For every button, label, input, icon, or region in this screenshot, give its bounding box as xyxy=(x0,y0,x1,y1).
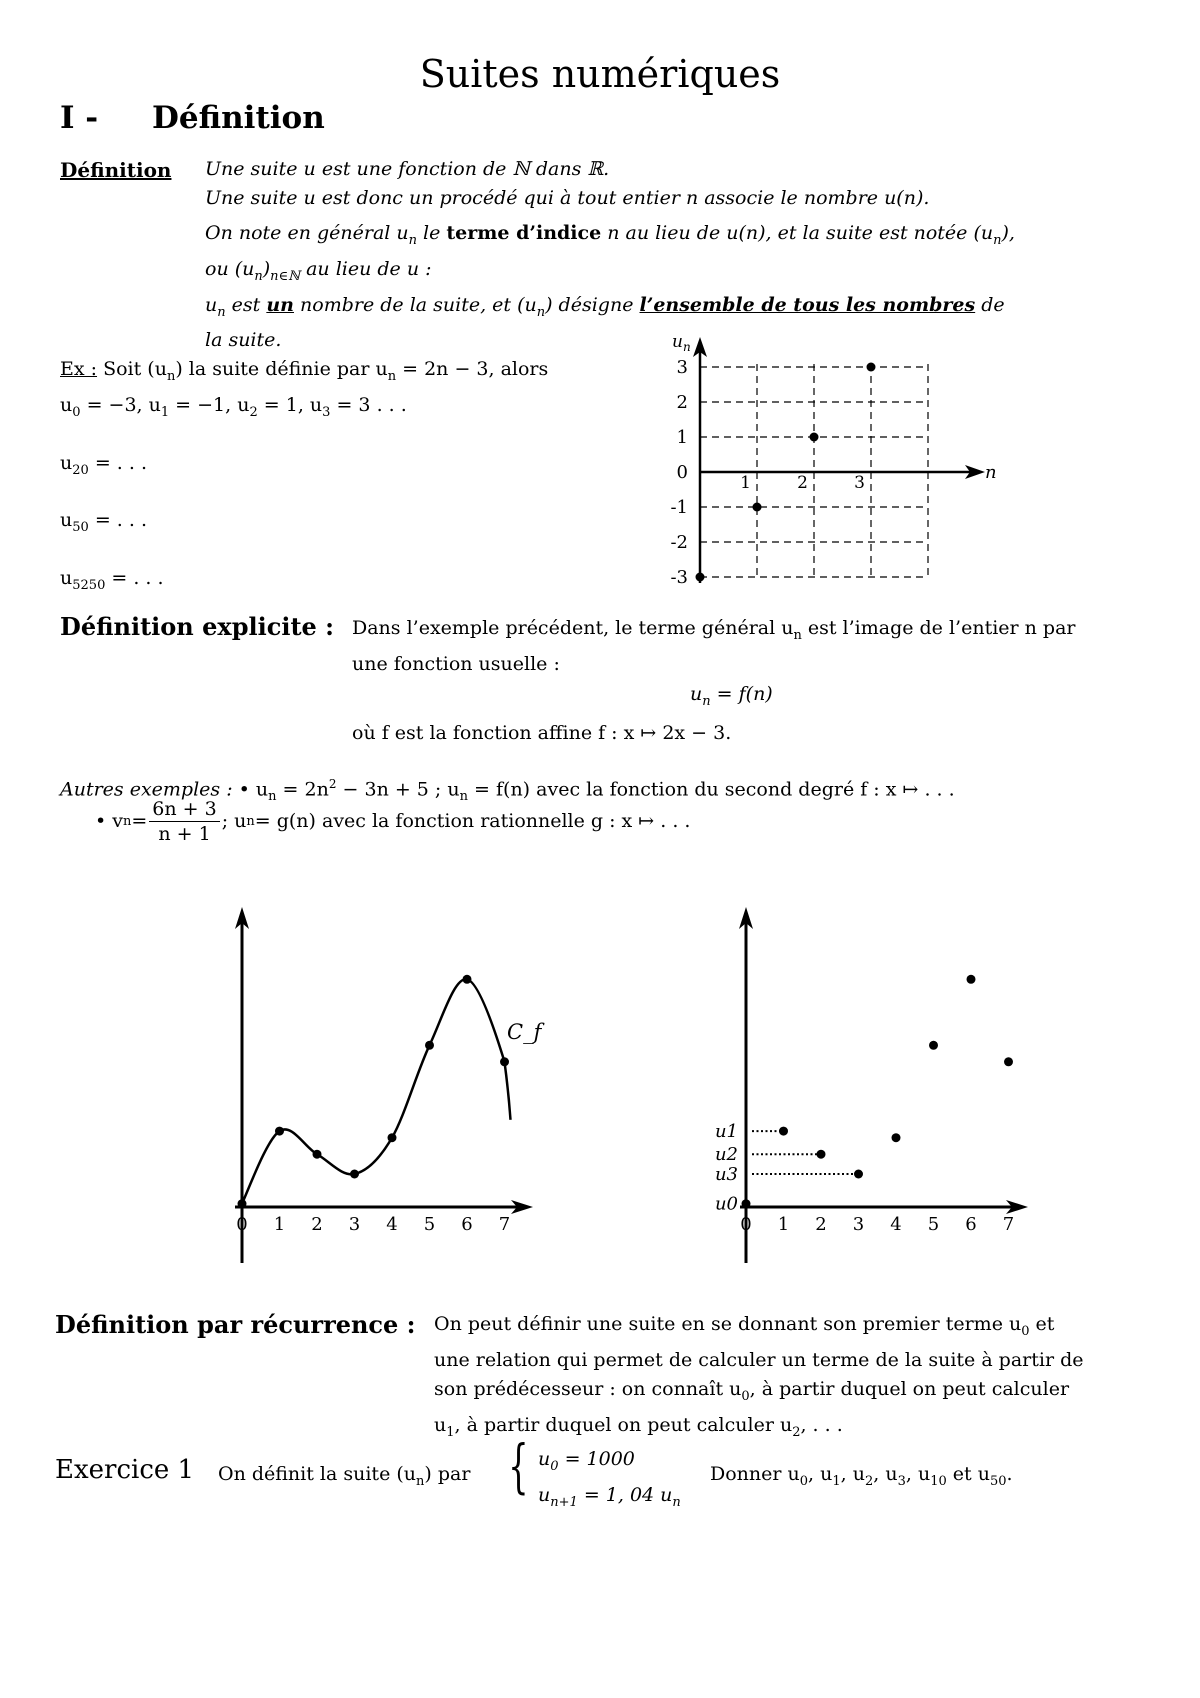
x-tick-label: 4 xyxy=(386,1214,398,1235)
x-tick-label: 3 xyxy=(348,1214,361,1235)
example-line-2: $u_0 = -3$, $u_1 = -1$, $u_2 = 1$, $u_3 = 3$ . . . xyxy=(60,393,407,420)
example-question-u50: $u_{50}$ = . . . xyxy=(60,509,147,536)
x-axis-label: n xyxy=(985,462,997,483)
x-tick-label: 4 xyxy=(890,1214,902,1235)
function-curve-chart xyxy=(215,905,545,1265)
x-tick-label: 2 xyxy=(815,1214,827,1235)
data-point xyxy=(696,573,705,582)
exercise-system-line-2: $u_{n+1} = 1$, 04 $u_n$ xyxy=(538,1483,681,1510)
curve-point xyxy=(425,1041,434,1050)
y-axis-label: $u_n$ xyxy=(672,332,691,354)
exercise-system xyxy=(538,1445,681,1517)
sequence-grid-chart xyxy=(660,332,997,605)
explicit-line-1: Dans l’exemple précédent, le terme général $u_n$ est l’image de l’entier n par xyxy=(352,617,1076,643)
y-tick-label: 0 xyxy=(676,462,688,483)
x-tick-label: 2 xyxy=(311,1214,323,1235)
other-example-1: Autres exemples : • $u_n = 2n^2 - 3n + 5$ ; $u_n = f(n)$ avec la fonction du second degré f : x ↦ . . . xyxy=(60,777,955,805)
recurrence-heading: Définition par récurrence : xyxy=(55,1310,416,1339)
y-tick-label: -3 xyxy=(670,567,688,588)
definition-line-2: Une suite u est donc un procédé qui à tout entier n associe le nombre u(n). xyxy=(205,187,930,209)
y-tick-label: 1 xyxy=(676,427,688,448)
example-block xyxy=(60,355,548,600)
exercise-intro: On définit la suite $(u_n)$ par xyxy=(218,1463,471,1489)
recurrence-line-3: son prédécesseur : on connaît $u_0$, à partir duquel on peut calculer xyxy=(434,1377,1070,1404)
page-title: Suites numériques xyxy=(419,52,781,96)
x-tick-label: 0 xyxy=(236,1214,248,1235)
x-tick-label: 3 xyxy=(852,1214,865,1235)
section-heading xyxy=(60,100,325,136)
example-question-u5250: $u_{5250}$ = . . . xyxy=(60,567,164,593)
x-tick-label: 6 xyxy=(965,1214,977,1235)
x-tick-label: 5 xyxy=(423,1214,436,1235)
x-tick-label: 5 xyxy=(927,1214,940,1235)
fraction: $\frac{6n + 3}{n + 1}$ xyxy=(149,797,219,846)
x-tick-label: 1 xyxy=(740,473,751,493)
y-tick-label: -1 xyxy=(670,497,688,518)
x-tick-label: 1 xyxy=(777,1214,790,1235)
x-tick-label: 0 xyxy=(740,1214,752,1235)
sequence-point xyxy=(779,1127,788,1136)
y-tick-label: 2 xyxy=(676,392,688,413)
sequence-points-chart xyxy=(700,905,1040,1265)
sequence-point xyxy=(1004,1057,1013,1066)
definition-body xyxy=(205,155,1015,355)
y-point-label: u1 xyxy=(714,1121,738,1143)
other-example-2: • v n = $\frac{6n + 3}{n + 1}$ ; u n = g(n) avec la fonction rationnelle g : x ↦ . . . xyxy=(95,798,691,845)
curve-point xyxy=(313,1150,322,1159)
curve-point xyxy=(350,1170,359,1179)
exercise-brace: { xyxy=(508,1432,529,1500)
definition-label: Définition xyxy=(60,158,172,182)
curve-label: C_f xyxy=(507,1020,542,1044)
recurrence-line-4: $u_1$, à partir duquel on peut calculer $u_2$, . . . xyxy=(434,1413,843,1440)
definition-line-6: la suite. xyxy=(205,329,282,352)
sequence-point xyxy=(854,1170,863,1179)
sequence-point xyxy=(892,1133,901,1142)
curve-point xyxy=(500,1057,509,1066)
exercise-heading: Exercice 1 xyxy=(55,1455,195,1485)
recurrence-body xyxy=(434,1310,1084,1446)
curve-point xyxy=(463,975,472,984)
explicit-body xyxy=(352,614,1076,679)
x-tick-label: 1 xyxy=(273,1214,286,1235)
exercise-system-line-1: $u_0 = 1000$ xyxy=(538,1448,635,1474)
data-point xyxy=(810,433,819,442)
explicit-formula: $u_n = f(n)$ xyxy=(690,683,773,709)
curve-point xyxy=(388,1133,397,1142)
definition-line-4: ou $(u_n)_{n\in ℕ}$ au lieu de u : xyxy=(205,257,432,284)
curve-cf xyxy=(242,979,511,1204)
x-tick-label: 2 xyxy=(797,473,808,493)
x-tick-label: 7 xyxy=(498,1214,511,1235)
x-tick-label: 6 xyxy=(461,1214,473,1235)
sequence-point xyxy=(742,1199,751,1208)
recurrence-line-1: On peut définir une suite en se donnant son premier terme $u_0$ et xyxy=(434,1313,1055,1339)
data-point xyxy=(753,503,762,512)
x-tick-label: 3 xyxy=(854,473,865,493)
section-number: I - xyxy=(60,100,99,136)
example-question-u20: $u_{20}$ = . . . xyxy=(60,451,147,478)
y-tick-label: 3 xyxy=(676,357,688,378)
curve-point xyxy=(275,1127,284,1136)
explicit-line-3: où f est la fonction affine f : x ↦ 2x − 3. xyxy=(352,722,732,744)
section-title: Définition xyxy=(152,100,325,136)
sequence-point xyxy=(967,975,976,984)
explicit-line-2: une fonction usuelle : xyxy=(352,652,560,675)
recurrence-line-2: une relation qui permet de calculer un terme de la suite à partir de xyxy=(434,1348,1084,1371)
sequence-point xyxy=(817,1150,826,1159)
definition-line-5: $u_n$ est un nombre de la suite, et $(u_n)$ désigne l’ensemble de tous les nombres de xyxy=(205,293,1005,320)
y-point-label: u0 xyxy=(714,1193,738,1215)
y-point-label: u3 xyxy=(714,1164,738,1185)
data-point xyxy=(867,363,876,372)
y-point-label: u2 xyxy=(714,1144,738,1166)
y-tick-label: -2 xyxy=(670,532,688,553)
example-line-1: Ex : Soit $(u_n)$ la suite définie par $u_n = 2n - 3$, alors xyxy=(60,358,549,384)
curve-point xyxy=(238,1199,247,1208)
definition-line-3: On note en général $u_n$ le terme d’indice n au lieu de u(n), et la suite est notée $(u_n)$, xyxy=(205,222,1015,248)
definition-line-1: Une suite u est une fonction de ℕ dans ℝ. xyxy=(205,158,610,180)
x-tick-label: 7 xyxy=(1002,1214,1015,1235)
explicit-heading: Définition explicite : xyxy=(60,612,335,641)
exercise-task: Donner $u_0$, $u_1$, $u_2$, $u_3$, $u_{10}$ et $u_{50}$. xyxy=(710,1463,1013,1489)
sequence-point xyxy=(929,1041,938,1050)
